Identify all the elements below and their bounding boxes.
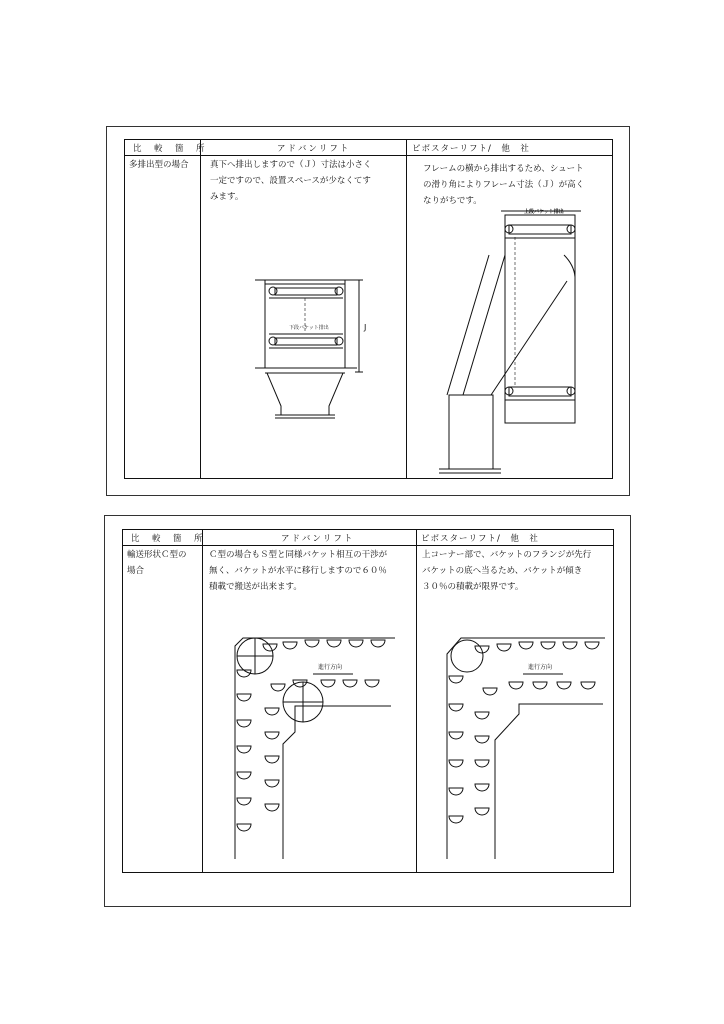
header-other-lift: ピボスターリフト/ 他 社 [421, 534, 539, 544]
other-description: フレームの横から排出するため、シュート の滑り角によりフレーム寸法（Ｊ）が高く なりがちです。 [423, 164, 585, 206]
other-c-type-diagram [435, 624, 615, 864]
other-discharge-diagram [429, 205, 599, 477]
column-divider [406, 139, 407, 478]
svg-text:下段バケット排出: 下段バケット排出 [289, 325, 329, 331]
row-label: 多排出型の場合 [129, 160, 189, 170]
header-compare-point: 比 較 箇 所 [133, 144, 207, 154]
header-compare-point: 比 較 箇 所 [131, 534, 205, 544]
header-divider [124, 155, 612, 156]
advan-description: 真下へ排出しますので（Ｊ）寸法は小さく 一定ですので、設置スペースが少なくてす みます。 [210, 160, 372, 202]
advan-discharge-diagram [247, 272, 382, 442]
advan-c-type-diagram [223, 624, 403, 864]
row-label: 輸送形状Ｃ型の 場合 [127, 550, 187, 576]
advan-description: Ｃ型の場合もＳ型と同様バケット相互の干渉が 無く、バケットが水平に移行しますので６０％ 積載で搬送が出来ます。 [209, 550, 388, 592]
svg-text:進行方向: 進行方向 [318, 664, 343, 671]
svg-text:J: J [364, 323, 367, 332]
other-description: 上コーナー部で、バケットのフランジが先行 バケットの底へ当るため、バケットが傾き ３０％の積載が限界です。 [422, 550, 592, 592]
comparison-panel-discharge [106, 126, 630, 496]
comparison-panel-c-type [104, 515, 631, 907]
svg-text:上段バケット排出: 上段バケット排出 [524, 209, 564, 215]
column-divider [202, 529, 203, 872]
header-advan-lift: アドバンリフト [281, 534, 355, 544]
column-divider [200, 139, 201, 478]
header-divider [122, 545, 613, 546]
column-divider [416, 529, 417, 872]
header-advan-lift: アドバンリフト [277, 144, 351, 154]
header-other-lift: ピボスターリフト/ 他 社 [412, 144, 530, 154]
svg-text:進行方向: 進行方向 [528, 664, 553, 671]
